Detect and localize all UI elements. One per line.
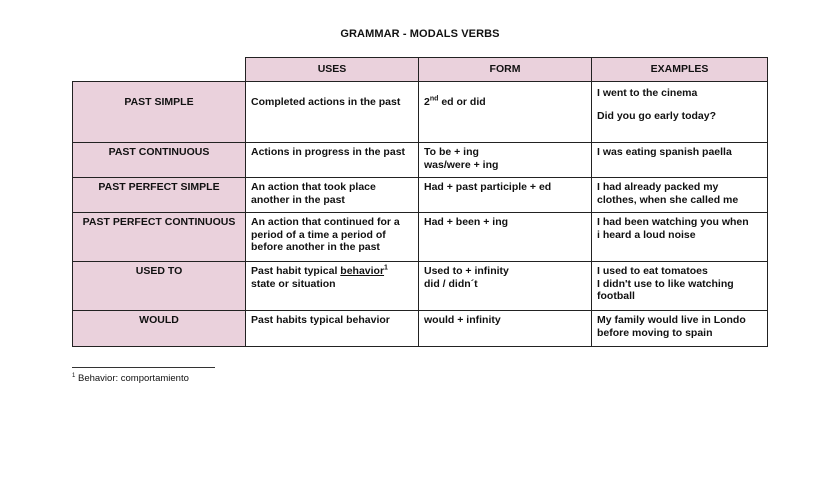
table-row [73,311,768,347]
examples-cell [592,178,768,213]
examples-cell [592,262,768,311]
form-superscript: nd [429,95,439,103]
footnote-marker: 1 [384,264,388,272]
uses-line: period of a time a period of [251,228,386,241]
example-line: I didn't use to like watching [597,277,734,290]
examples-cell [592,82,768,143]
examples-cell [592,213,768,262]
uses-cell [246,213,419,262]
form-cell [419,82,592,143]
table-row [73,82,768,143]
example-line: I had been watching you when [597,216,749,228]
footnote-text: Behavior: comportamiento [75,373,189,384]
footnote [72,373,189,384]
table-row [73,143,768,178]
row-heading: PAST CONTINUOUS [73,143,246,178]
form-text: ed or did [438,96,486,108]
row-heading: USED TO [73,262,246,311]
uses-cell [246,178,419,213]
row-heading: PAST PERFECT CONTINUOUS [73,213,246,262]
example-line: I was eating spanish paella [597,146,732,158]
form-line: would + infinity [424,314,501,326]
examples-cell [592,311,768,347]
uses-line [251,265,413,278]
form-cell [419,213,592,262]
footnote-number: 1 [72,372,76,379]
example-line: football [597,290,635,302]
grammar-table [72,57,768,347]
example-line: My family would live in Londo [597,314,746,326]
form-text: 2 [424,96,430,108]
form-cell [419,262,592,311]
header-examples: EXAMPLES [592,58,768,82]
form-line: Had + been + ing [424,216,509,228]
example-line: before moving to spain [597,326,713,339]
uses-line: another in the past [251,193,345,206]
header-uses: USES [246,58,419,82]
form-line: Had + past participle + ed [424,181,552,193]
example-line: Did you go early today? [597,109,717,122]
form-line: Used to + infinity [424,265,509,277]
uses-line: state or situation [251,277,336,290]
footnote-divider [72,367,215,368]
form-cell [419,143,592,178]
uses-cell [246,262,419,311]
examples-cell [592,143,768,178]
form-line: was/were + ing [424,158,499,171]
form-cell [419,311,592,347]
example-line: I went to the cinema [597,87,698,99]
example-line: clothes, when she called me [597,193,739,206]
header-row [73,58,768,82]
uses-cell: Completed actions in the past [246,82,419,143]
example-line: I had already packed my [597,181,719,193]
uses-text: Past habit typical [251,265,341,277]
form-line: did / didn´t [424,277,478,290]
uses-cell: Actions in progress in the past [246,143,419,178]
uses-cell: Past habits typical behavior [246,311,419,347]
document-title: GRAMMAR - MODALS VERBS [340,28,500,40]
uses-line: An action that continued for a [251,216,400,228]
row-heading: WOULD [73,311,246,347]
form-cell [419,178,592,213]
example-line: i heard a loud noise [597,228,696,241]
footnote-link[interactable]: behavior [340,265,385,277]
table-row [73,213,768,262]
table-row [73,178,768,213]
uses-line: An action that took place [251,181,376,193]
header-form: FORM [419,58,592,82]
corner-cell [73,58,246,82]
table-row [73,262,768,311]
form-line: To be + ing [424,146,479,158]
uses-line: before another in the past [251,241,380,253]
row-heading: PAST SIMPLE [73,82,246,143]
row-heading: PAST PERFECT SIMPLE [73,178,246,213]
example-line: I used to eat tomatoes [597,265,708,277]
